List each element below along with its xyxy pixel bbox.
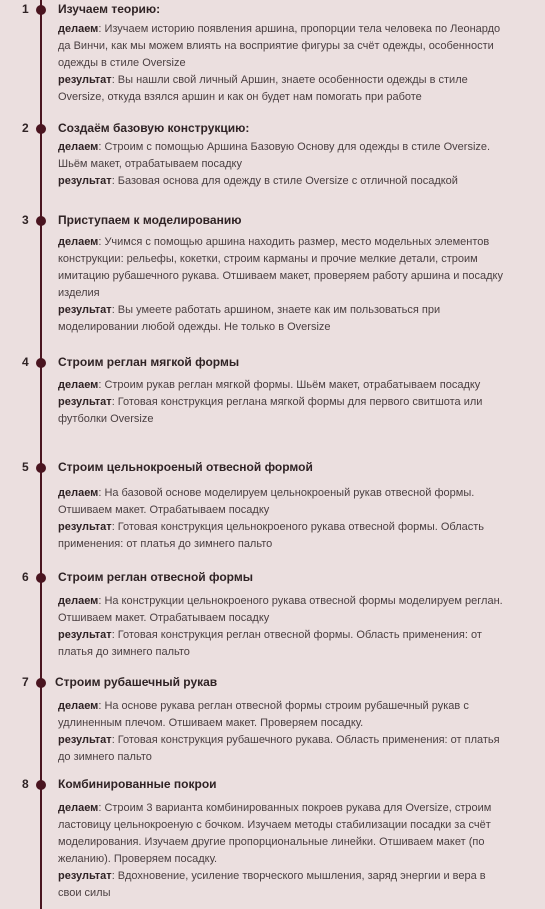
step-number: 7 <box>22 675 29 689</box>
do-text: : На конструкции цельнокроеного рукава отвесной формы моделируем реглан. Отшиваем макет. Отрабатываем посадку <box>58 595 503 624</box>
step-result <box>58 519 510 553</box>
do-label: делаем <box>58 23 99 35</box>
timeline-dot-icon <box>36 573 46 583</box>
result-text: : Готовая конструкция цельнокроеного рукава отвесной формы. Область применения: от платья до зимнего пальто <box>58 521 485 550</box>
step-do <box>58 485 510 519</box>
step-title: Строим цельнокроеный отвесной формой <box>58 460 313 474</box>
do-label: делаем <box>58 487 99 499</box>
step-body <box>58 234 510 336</box>
step-body <box>58 377 510 428</box>
result-text: : Вдохновение, усиление творческого мышления, заряд энергии и вера в свои силы <box>58 870 486 899</box>
do-text: : Строим рукав реглан мягкой формы. Шьём макет, отрабатываем посадку <box>98 379 481 391</box>
step-title: Строим реглан отвесной формы <box>58 570 253 584</box>
step-body <box>58 698 510 766</box>
result-label: результат <box>58 175 112 187</box>
step-do <box>58 234 510 302</box>
step-result <box>58 627 510 661</box>
result-label: результат <box>58 734 112 746</box>
step-number: 5 <box>22 460 29 474</box>
step-number: 2 <box>22 121 29 135</box>
step-body <box>58 139 510 190</box>
step-do <box>58 698 510 732</box>
step-result <box>58 394 510 428</box>
result-text: : Готовая конструкция рубашечного рукава. Область применения: от платья до зимнего пальто <box>58 734 500 763</box>
step-number: 6 <box>22 570 29 584</box>
do-text: : Изучаем историю появления аршина, пропорции тела человека по Леонардо да Винчи, как мы можем влиять на восприятие фигуры за счёт одежды, особенности одежды в стиле Oversize <box>58 23 501 69</box>
result-text: : Вы нашли свой личный Аршин, знаете особенности одежды в стиле Oversize, откуда взялся аршин и как он будет нам помогать при работе <box>58 74 468 103</box>
step-result <box>58 868 510 902</box>
step-title: Строим реглан мягкой формы <box>58 355 240 369</box>
step-title: Изучаем теорию: <box>58 2 161 16</box>
result-label: результат <box>58 396 112 408</box>
step-title: Комбинированные покрои <box>58 777 217 791</box>
step-body <box>58 21 510 106</box>
timeline-dot-icon <box>36 463 46 473</box>
result-text: : Готовая конструкция реглан отвесной формы. Область применения: от платья до зимнего пальто <box>58 629 482 658</box>
step-number: 8 <box>22 777 29 791</box>
step-number: 3 <box>22 213 29 227</box>
step-number: 1 <box>22 2 29 16</box>
step-body <box>58 593 510 661</box>
step-body <box>58 800 510 902</box>
result-label: результат <box>58 74 112 86</box>
do-label: делаем <box>58 802 99 814</box>
result-label: результат <box>58 521 112 533</box>
result-label: результат <box>58 870 112 882</box>
do-label: делаем <box>58 379 99 391</box>
timeline-dot-icon <box>36 358 46 368</box>
step-do <box>58 800 510 868</box>
result-text: : Базовая основа для одежду в стиле Oversize с отличной посадкой <box>111 175 458 187</box>
do-text: : Строим 3 варианта комбинированных покроев рукава для Oversize, строим ластовицу цельнокроеную с бочком. Изучаем методы стабилизации посадки за счёт моделирования. Изучаем другие пропорциональные линейки. Отшиваем макет (по желанию). Проверяем посадку. <box>58 802 492 865</box>
do-text: : Учимся с помощью аршина находить размер, место модельных элементов конструкции: рельефы, кокетки, строим карманы и прочие мелкие детали, строим имитацию рубашечного рукава. Отшиваем макет, проверяем работу аршина и посадку изделия <box>58 236 503 299</box>
do-label: делаем <box>58 236 99 248</box>
do-label: делаем <box>58 595 99 607</box>
timeline-dot-icon <box>36 5 46 15</box>
do-text: : Строим с помощью Аршина Базовую Основу для одежды в стиле Oversize. Шьём макет, отрабатываем посадку <box>58 141 491 170</box>
step-do <box>58 139 510 173</box>
result-text: : Готовая конструкция реглана мягкой формы для первого свитшота или футболки Oversize <box>58 396 483 425</box>
do-text: : На базовой основе моделируем цельнокроеный рукав отвесной формы. Отшиваем макет. Отрабатываем посадку <box>58 487 475 516</box>
do-label: делаем <box>58 700 99 712</box>
do-label: делаем <box>58 141 99 153</box>
step-title: Строим рубашечный рукав <box>55 675 218 689</box>
step-do <box>58 21 510 72</box>
step-result <box>58 173 510 190</box>
step-do <box>58 377 510 394</box>
step-result <box>58 732 510 766</box>
step-body <box>58 485 510 553</box>
timeline-line <box>40 0 42 909</box>
step-number: 4 <box>22 355 29 369</box>
timeline-dot-icon <box>36 216 46 226</box>
step-do <box>58 593 510 627</box>
result-text: : Вы умеете работать аршином, знаете как им пользоваться при моделировании любой одежды. Не только в Oversize <box>58 304 441 333</box>
step-title: Приступаем к моделированию <box>58 213 242 227</box>
do-text: : На основе рукава реглан отвесной формы строим рубашечный рукав с удлиненным плечом. Отшиваем макет. Проверяем посадку. <box>58 700 469 729</box>
step-result <box>58 72 510 106</box>
timeline-dot-icon <box>36 678 46 688</box>
result-label: результат <box>58 629 112 641</box>
timeline-dot-icon <box>36 124 46 134</box>
step-result <box>58 302 510 336</box>
timeline-dot-icon <box>36 780 46 790</box>
step-title: Создаём базовую конструкцию: <box>58 121 250 135</box>
result-label: результат <box>58 304 112 316</box>
